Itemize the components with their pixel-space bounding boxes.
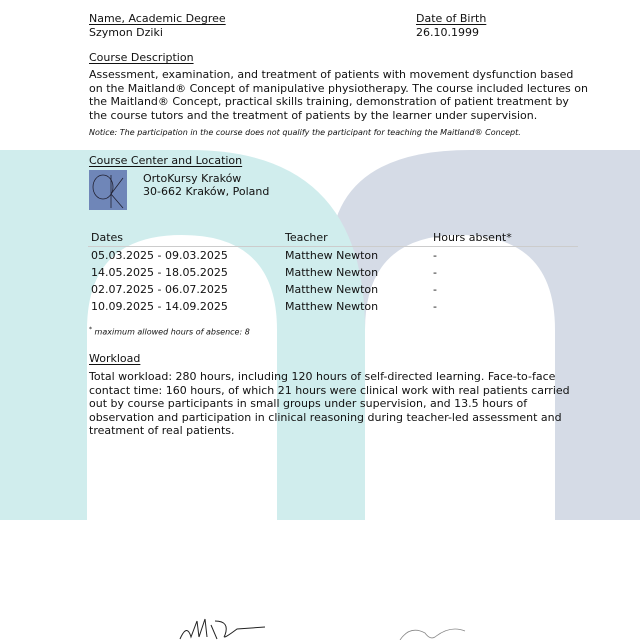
table-row [88,281,578,298]
course-description-heading: Course Description [89,51,194,64]
header-hours-absent: Hours absent* [430,229,578,247]
grey-arch [330,150,640,520]
course-description: Assessment, examination, and treatment of patients with movement dysfunction based on the Maitland® Concept of manipulative physiotherapy. The course included lectures on the Maitland® Concept, practical skills training, demonstration of patient treatment by the course tutors and the treatment of patients by the learner under supervision. [89,68,588,122]
table-row [88,298,578,315]
absence-footnote [89,323,250,339]
schedule-table [88,229,578,315]
center-name: OrtoKursy Kraków [143,172,242,185]
footnote-text: maximum allowed hours of absence: 8 [94,327,250,337]
dob-label: Date of Birth [416,12,487,25]
dates-cell: 05.03.2025 - 09.03.2025 [91,249,228,262]
dob-value: 26.10.1999 [416,26,479,39]
table-row [88,264,578,281]
absent-cell: - [433,249,437,262]
absent-cell: - [433,283,437,296]
workload-heading: Workload [89,352,141,365]
header-dates: Dates [88,229,282,247]
workload-text: Total workload: 280 hours, including 120 hours of self-directed learning. Face-to-face contact time: 160 hours, of which 21 hours were clinical work with real patients carried out by course participants in small groups under supervision, and 13.5 hours of observation and participation in clinical reasoning during teacher-led assessment and treatment of real patients. [89,370,570,437]
dates-cell: 02.07.2025 - 06.07.2025 [91,283,228,296]
signature-right [395,625,485,640]
dates-cell: 10.09.2025 - 14.09.2025 [91,300,228,313]
footnote-mark: * [89,326,92,333]
center-address: 30-662 Kraków, Poland [143,185,270,198]
table-row [88,247,578,265]
signature-left [175,615,270,640]
course-notice: Notice: The participation in the course does not qualify the participant for teaching the Maitland® Concept. [89,128,521,137]
teacher-cell: Matthew Newton [285,283,379,296]
teacher-cell: Matthew Newton [285,249,379,262]
name-label: Name, Academic Degree [89,12,226,25]
table-header-row [88,229,578,247]
teacher-cell: Matthew Newton [285,266,379,279]
absent-cell: - [433,300,437,313]
course-center-heading: Course Center and Location [89,154,243,167]
dates-cell: 14.05.2025 - 18.05.2025 [91,266,228,279]
center-logo [89,170,127,210]
teacher-cell: Matthew Newton [285,300,379,313]
absent-cell: - [433,266,437,279]
student-name: Szymon Dziki [89,26,163,39]
header-teacher: Teacher [282,229,430,247]
